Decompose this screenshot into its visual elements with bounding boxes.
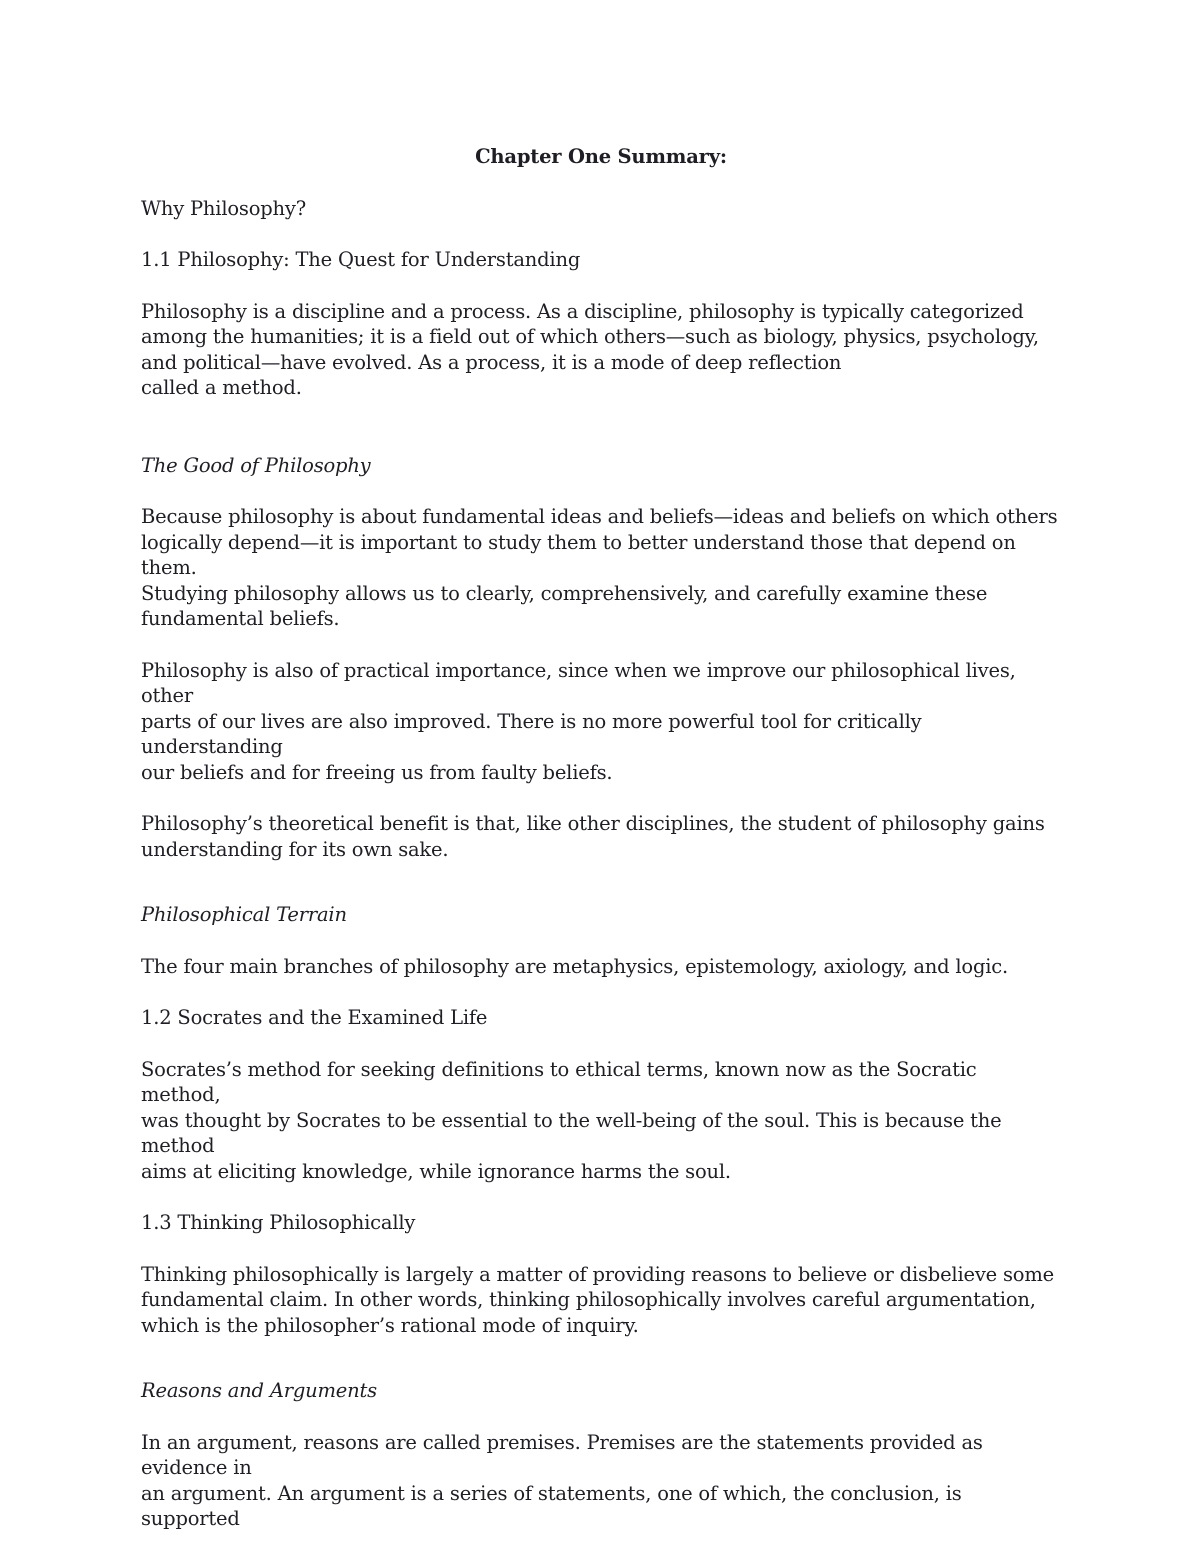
page-title: Chapter One Summary: (475, 145, 727, 168)
intro-heading: Why Philosophy? (141, 196, 306, 220)
paragraph-line: Philosophy’s theoretical benefit is that, like other disciplines, the student of philosophy gains (141, 812, 1045, 835)
paragraph-line: parts of our lives are also improved. There is no more powerful tool for critically understanding (141, 709, 922, 758)
paragraph-line: fundamental claim. In other words, thinking philosophically involves careful argumentation, (141, 1288, 1036, 1311)
paragraph-line: and political—have evolved. As a process, it is a mode of deep reflection (141, 350, 842, 374)
paragraph-line: Because philosophy is about fundamental ideas and beliefs—ideas and beliefs on which others (141, 505, 1058, 528)
paragraph-line: an argument. An argument is a series of statements, one of which, the conclusion, is supported (141, 1481, 962, 1530)
paragraph-line: Socrates’s method for seeking definitions to ethical terms, known now as the Socratic method, (141, 1057, 977, 1106)
good-paragraph-3 (141, 811, 1061, 862)
reasons-and-arguments-heading: Reasons and Arguments (141, 1379, 377, 1402)
document-body (141, 144, 1061, 1558)
terrain-paragraph: The four main branches of philosophy are metaphysics, epistemology, axiology, and logic. (141, 954, 1009, 978)
paragraph-line: understanding for its own sake. (141, 837, 449, 861)
paragraph-line: was thought by Socrates to be essential to the well-being of the soul. This is because the method (141, 1108, 1002, 1157)
philosophical-terrain-heading: Philosophical Terrain (141, 903, 347, 926)
paragraph-line: aims at eliciting knowledge, while ignorance harms the soul. (141, 1159, 731, 1183)
section-1-2-paragraph (141, 1057, 1061, 1185)
section-1-1-paragraph (141, 299, 1061, 401)
section-1-2-heading: 1.2 Socrates and the Examined Life (141, 1006, 488, 1029)
paragraph-line: Philosophy is also of practical importance, since when we improve our philosophical lives, other (141, 658, 1016, 707)
paragraph-line: Philosophy is a discipline and a process. As a discipline, philosophy is typically categorized (141, 299, 1024, 323)
reasons-paragraph (141, 1430, 1061, 1532)
paragraph-line: fundamental beliefs. (141, 607, 340, 630)
paragraph-line: logically depend—it is important to study them to better understand those that depend on them. (141, 530, 1016, 579)
good-paragraph-2 (141, 658, 1061, 786)
paragraph-line: our beliefs and for freeing us from faulty beliefs. (141, 760, 613, 784)
section-1-3-paragraph (141, 1262, 1061, 1339)
good-of-philosophy-heading: The Good of Philosophy (141, 453, 371, 477)
good-paragraph-1 (141, 504, 1061, 632)
paragraph-line: which is the philosopher’s rational mode of inquiry. (141, 1313, 639, 1337)
paragraph-line: Thinking philosophically is largely a matter of providing reasons to believe or disbelieve some (141, 1262, 1054, 1286)
paragraph-line: called a method. (141, 376, 302, 399)
section-1-1-heading: 1.1 Philosophy: The Quest for Understanding (141, 248, 581, 271)
paragraph-line: In an argument, reasons are called premises. Premises are the statements provided as evidence in (141, 1430, 983, 1479)
paragraph-line: among the humanities; it is a field out of which others—such as biology, physics, psychology, (141, 325, 1039, 348)
paragraph-line: Studying philosophy allows us to clearly, comprehensively, and carefully examine these (141, 581, 988, 605)
section-1-3-heading: 1.3 Thinking Philosophically (141, 1211, 416, 1234)
